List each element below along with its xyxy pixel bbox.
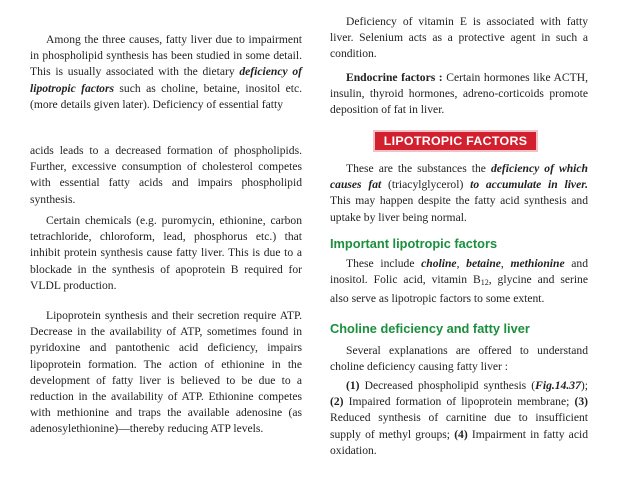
right-paragraph-endocrine xyxy=(330,70,588,119)
explanation-number-2: (2) xyxy=(330,395,344,409)
left-p3-text: Certain chemicals (e.g. puromycin, ethionine, carbon tetrachloride, chloroform, lead, phosphorus etc.) that inhibit protein synthesis cause fatty liver. This is due to a blockade in the synthesis of apoprotein B required for VLDL production. xyxy=(30,214,302,292)
lip-emphasis-1: deficiency of which causes fat xyxy=(330,162,588,192)
imp-sep-2: , xyxy=(500,257,511,270)
right-paragraph-important xyxy=(330,256,588,308)
heading-important-lipotropic: Important lipotropic factors xyxy=(330,236,498,251)
right-paragraph-explanations xyxy=(330,378,588,459)
explanation-number-1: (1) xyxy=(346,379,360,392)
explanation-number-4: (4) xyxy=(454,427,468,441)
imp-choline: choline xyxy=(421,257,457,270)
left-p1-text-a: Among the three causes, fatty liver due to impairment in phospholipid synthesis has been studied in some detail. This is usually associated with the dietary xyxy=(30,33,302,79)
left-paragraph-4 xyxy=(30,308,302,438)
imp-text-c: , glycine and serine also serve as lipotropic factors to some extent. xyxy=(330,273,589,306)
endocrine-label: Endocrine factors : xyxy=(346,71,443,84)
endocrine-text: Certain hormones like ACTH, insulin, thyroid hormones, adreno-corticoids promote deposition of fat in liver. xyxy=(330,71,588,117)
left-paragraph-2 xyxy=(30,143,302,208)
right-paragraph-lipotropic xyxy=(330,161,588,226)
imp-text-a: These include xyxy=(346,257,422,270)
explanation-text-4: Impairment in fatty acid oxidation. xyxy=(330,427,588,457)
imp-betaine: betaine xyxy=(466,257,501,270)
left-paragraph-1 xyxy=(30,32,302,113)
imp-methionine: methionine xyxy=(510,257,565,270)
choline-intro-text: Several explanations are offered to understand choline deficiency causing fatty liver : xyxy=(330,344,588,374)
banner-title: LIPOTROPIC FACTORS xyxy=(383,134,528,148)
lip-emphasis-2: to accumulate in liver. xyxy=(470,178,588,192)
left-p4-text: Lipoprotein synthesis and their secretion require ATP. Decrease in the availability of ATP, sometimes found in pyridoxine and pantothenic acid deficiency, impairs lipoprotein formation. The action of ethionine in the development of fatty liver is believed to be due to a reduction in the availability of ATP. Ethionine competes with methionine and traps the available adenosine (as adenosylethionine)—thereby reducing ATP levels. xyxy=(30,309,302,436)
lip-text-a: These are the substances the xyxy=(346,162,491,175)
lipotropic-factors-banner xyxy=(373,130,538,152)
figure-reference: Fig.14.37 xyxy=(535,379,581,392)
lip-text-e: This may happen despite the fatty acid synthesis and uptake by liver being normal. xyxy=(330,194,588,224)
imp-text-b: and inositol. Folic acid, vitamin B xyxy=(330,257,589,287)
imp-sep-1: , xyxy=(456,257,467,270)
explanation-text-1: Decreased phospholipid synthesis ( xyxy=(359,379,536,392)
right-p1-text: Deficiency of vitamin E is associated with fatty liver. Selenium acts as a protective agent in such a condition. xyxy=(330,15,588,61)
left-paragraph-3 xyxy=(30,213,302,294)
imp-subscript: 12 xyxy=(480,278,489,288)
explanation-text-3: Reduced synthesis of carnitine due to insufficient supply of methyl groups; xyxy=(330,411,588,441)
right-paragraph-choline xyxy=(330,343,588,375)
explanation-text-2: Impaired formation of lipoprotein membrane; xyxy=(343,395,575,409)
left-p2-text: acids leads to a decreased formation of phospholipids. Further, excessive consumption of cholesterol competes with essential fatty acids and impairs phospholipid synthesis. xyxy=(30,144,302,206)
right-paragraph-vitamin-e xyxy=(330,14,588,63)
explanation-text-1b: ); xyxy=(580,379,588,392)
explanation-number-3: (3) xyxy=(574,395,588,409)
lip-text-c: (triacylglycerol) xyxy=(381,178,471,192)
left-p1-emphasis: deficiency of lipotropic factors xyxy=(30,65,302,95)
left-p1-text-c: such as choline, betaine, inositol etc. (more details given later). Deficiency of essential fatty xyxy=(30,81,302,111)
heading-choline-deficiency: Choline deficiency and fatty liver xyxy=(330,321,530,336)
